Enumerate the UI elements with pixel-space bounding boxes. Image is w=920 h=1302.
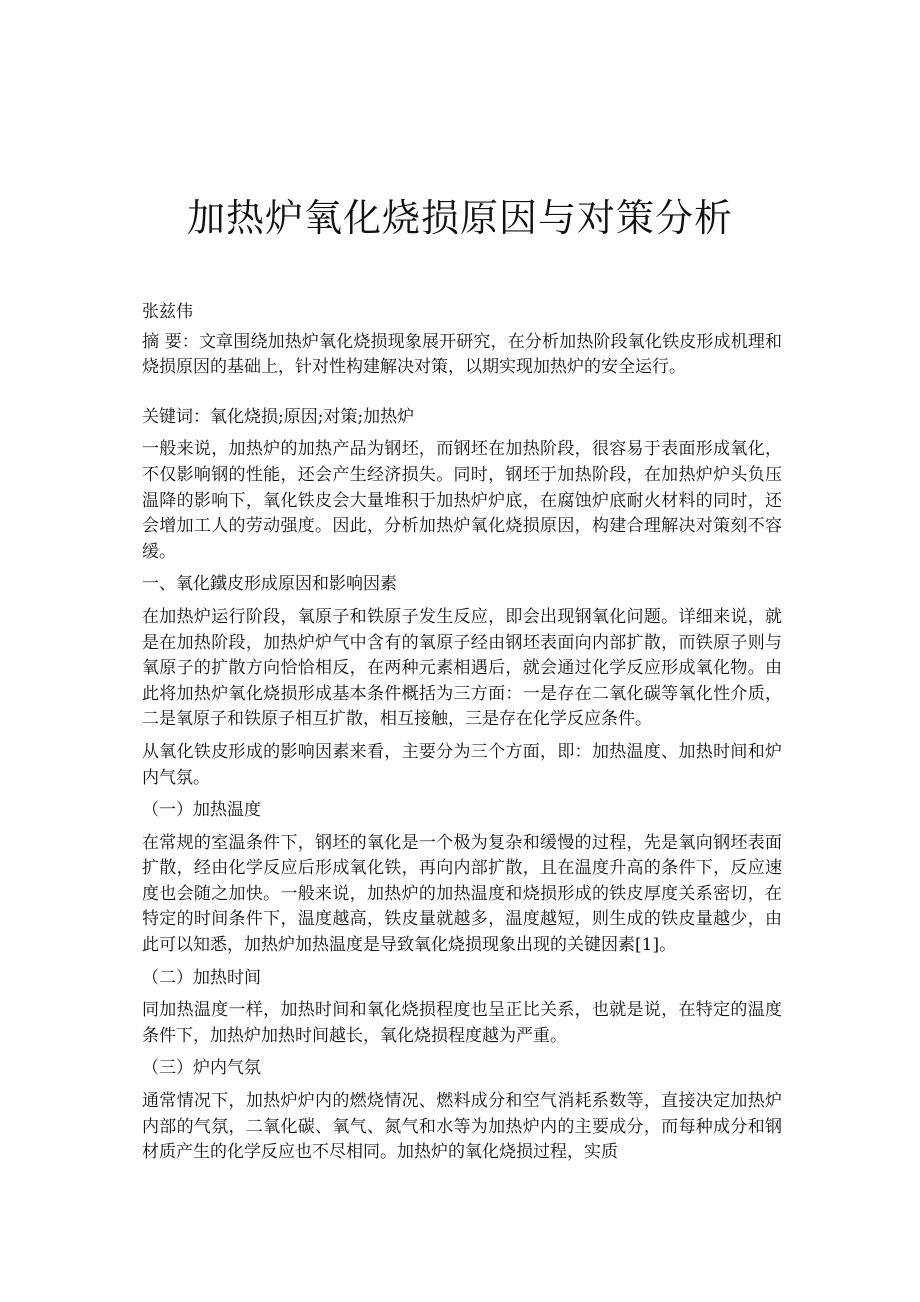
paper-title: 加热炉氧化烧损原因与对策分析 (186, 196, 733, 241)
section1-paragraph-2: 从氧化铁皮形成的影响因素来看，主要分为三个方面，即：加热温度、加热时间和炉内气氛。 (142, 741, 782, 788)
subsection-paragraph-atmosphere: 通常情况下，加热炉炉内的燃烧情况、燃料成分和空气消耗系数等，直接决定加热炉内部的气氛，二氧化碳、氧气、氮气和水等为加热炉内的主要成分，而每种成分和钢材质产生的化学反应也不尽相同。加热炉的氧化烧损过程，实质 (142, 1091, 782, 1163)
author-name: 张兹伟 (142, 302, 193, 322)
intro-paragraph: 一般来说，加热炉的加热产品为钢坯，而钢坯在加热阶段，很容易于表面形成氧化，不仅影响钢的性能，还会产生经济损失。同时，钢坯于加热阶段，在加热炉炉头负压温降的影响下，氧化铁皮会大量堆积于加热炉炉底，在腐蚀炉底耐火材料的同时，还会增加工人的劳动强度。因此，分析加热炉氧化烧损原因，构建合理解决对策刻不容缓。 (142, 439, 782, 562)
keywords: 关键词：氧化烧损;原因;对策;加热炉 (142, 406, 415, 427)
subsection-heading-temperature: （一）加热温度 (142, 800, 261, 821)
abstract: 摘 要：文章围绕加热炉氧化烧损现象展开研究，在分析加热阶段氧化铁皮形成机理和烧损原因的基础上，针对性构建解决对策，以期实现加热炉的安全运行。 (142, 331, 782, 378)
paper-body (142, 300, 782, 1173)
subsection-heading-atmosphere: （三）炉内气氛 (142, 1058, 261, 1079)
subsection-heading-time: （二）加热时间 (142, 967, 261, 988)
subsection-paragraph-time: 同加热温度一样，加热时间和氧化烧损程度也呈正比关系，也就是说，在特定的温度条件下，加热炉加热时间越长，氧化烧损程度越为严重。 (142, 1000, 782, 1046)
section1-paragraph-1: 在加热炉运行阶段，氧原子和铁原子发生反应，即会出现钢氧化问题。详细来说，就是在加热阶段，加热炉炉气中含有的氧原子经由钢坯表面向内部扩散，而铁原子则与氧原子的扩散方向恰恰相反，在两种元素相遇后，就会通过化学反应形成氧化物。由此将加热炉氧化烧损形成基本条件概括为三方面：一是存在二氧化碳等氧化性介质，二是氧原子和铁原子相互扩散，相互接触，三是存在化学反应条件。 (142, 606, 782, 730)
section-heading-1: 一、氧化鐵皮形成原因和影响因素 (142, 574, 397, 595)
subsection-paragraph-temperature: 在常规的室温条件下，钢坯的氧化是一个极为复杂和缓慢的过程，先是氧向钢坯表面扩散，经由化学反应后形成氧化铁，再向内部扩散，且在温度升高的条件下，反应速度也会随之加快。一般来说，加热炉的加热温度和烧损形成的铁皮厚度关系密切，在特定的时间条件下，温度越高，铁皮量就越多，温度越短，则生成的铁皮量越少，由此可以知悉，加热炉加热温度是导致氧化烧损现象出现的关键因素[1]。 (142, 832, 782, 956)
